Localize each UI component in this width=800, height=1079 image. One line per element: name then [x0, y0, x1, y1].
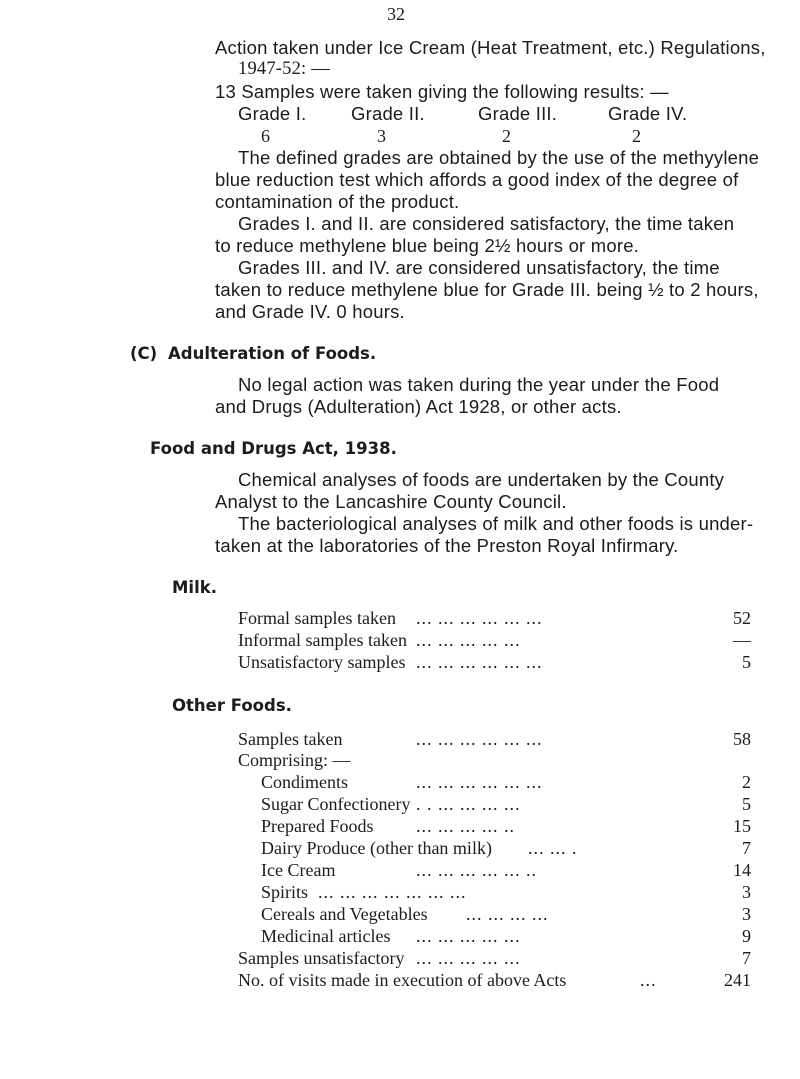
row-value: 7 — [742, 838, 751, 858]
milk-row — [0, 629, 800, 651]
row-label: Spirits — [261, 882, 309, 902]
row-value: 9 — [742, 926, 751, 946]
paragraph-line: No legal action was taken during the year under the Food — [238, 374, 720, 395]
row-leader: ... ... ... ... ... ... — [416, 772, 543, 792]
visits-row — [0, 969, 800, 991]
row-value: 241 — [724, 970, 751, 990]
paragraph-line: taken at the laboratories of the Preston Royal Infirmary. — [215, 535, 679, 556]
grade-label: Grade IV. — [608, 103, 688, 124]
row-leader: ... ... ... ... .. — [416, 816, 515, 836]
row-leader: ... ... ... ... ... — [416, 926, 521, 946]
paragraph-line: taken to reduce methylene blue for Grade III. being ½ to 2 hours, — [215, 279, 759, 300]
row-leader: . . ... ... ... ... — [416, 794, 521, 814]
row-value: 15 — [733, 816, 751, 836]
row-leader: ... ... ... ... ... ... — [416, 652, 543, 672]
row-label: Cereals and Vegetables — [261, 904, 428, 924]
row-value: 7 — [742, 948, 751, 968]
grade-label: Grade II. — [351, 103, 425, 124]
section-c-title: Adulteration of Foods. — [168, 344, 377, 363]
row-label: Medicinal articles — [261, 926, 391, 946]
paragraph-line: Chemical analyses of foods are undertaken by the County — [238, 469, 725, 490]
row-leader: ... ... ... ... ... ... — [416, 608, 543, 628]
food-item-row — [0, 793, 800, 815]
row-leader: ... ... . — [528, 838, 578, 858]
food-item-row — [0, 837, 800, 859]
row-value: — — [733, 630, 751, 650]
other-foods-title: Other Foods. — [172, 696, 292, 715]
row-label: Formal samples taken — [238, 608, 396, 628]
food-item-row — [0, 881, 800, 903]
row-label: Condiments — [261, 772, 349, 792]
row-leader: ... ... ... ... ... ... — [416, 729, 543, 749]
row-value: 5 — [742, 652, 751, 672]
row-label: Samples unsatisfactory — [238, 948, 405, 968]
paragraph-line: to reduce methylene blue being 2½ hours or more. — [215, 235, 640, 256]
page-number: 32 — [387, 4, 405, 24]
grade-label: Grade III. — [478, 103, 558, 124]
grade-label: Grade I. — [238, 103, 307, 124]
samples-unsatisfactory-row — [0, 947, 800, 969]
row-leader: ... ... ... ... — [466, 904, 549, 924]
row-value: 5 — [742, 794, 751, 814]
grade-value: 2 — [632, 126, 641, 146]
row-label: Ice Cream — [261, 860, 336, 880]
ice-cream-heading-line1: Action taken under Ice Cream (Heat Treatment, etc.) Regulations, — [215, 37, 766, 58]
ice-cream-samples-line: 13 Samples were taken giving the following results: — — [215, 81, 669, 102]
row-label: Informal samples taken — [238, 630, 407, 650]
paragraph-line: Grades I. and II. are considered satisfactory, the time taken — [238, 213, 735, 234]
paragraph-line: and Drugs (Adulteration) Act 1928, or other acts. — [215, 396, 622, 417]
milk-row — [0, 651, 800, 673]
row-value: 14 — [733, 860, 751, 880]
food-item-row — [0, 771, 800, 793]
row-label: Dairy Produce (other than milk) — [261, 838, 492, 858]
paragraph-line: and Grade IV. 0 hours. — [215, 301, 405, 322]
food-drugs-title: Food and Drugs Act, 1938. — [150, 439, 397, 458]
food-item-row — [0, 859, 800, 881]
section-c-marker: (C) — [130, 344, 158, 363]
food-item-row — [0, 925, 800, 947]
row-label: Samples taken — [238, 729, 343, 749]
row-label: No. of visits made in execution of above Acts — [238, 970, 567, 990]
row-value: 3 — [742, 904, 751, 924]
row-label: Prepared Foods — [261, 816, 374, 836]
grade-value: 3 — [377, 126, 386, 146]
paragraph-line: The defined grades are obtained by the use of the methyylene — [238, 147, 760, 168]
row-leader: ... ... ... ... ... — [416, 630, 521, 650]
row-leader: ... ... ... ... ... .. — [416, 860, 537, 880]
row-leader: ... ... ... ... ... — [416, 948, 521, 968]
paragraph-line: contamination of the product. — [215, 191, 460, 212]
ice-cream-heading-line2: 1947-52: — — [238, 59, 330, 79]
row-value: 52 — [733, 608, 751, 628]
paragraph-line: blue reduction test which affords a good index of the degree of — [215, 169, 739, 190]
paragraph-line: The bacteriological analyses of milk and other foods is under- — [238, 513, 754, 534]
comprising-label: Comprising: — — [238, 750, 351, 770]
row-value: 3 — [742, 882, 751, 902]
paragraph-line: Grades III. and IV. are considered unsatisfactory, the time — [238, 257, 720, 278]
grade-value: 6 — [261, 126, 270, 146]
row-value: 58 — [733, 729, 751, 749]
milk-title: Milk. — [172, 578, 217, 597]
milk-row — [0, 607, 800, 629]
row-label: Sugar Confectionery — [261, 794, 411, 814]
row-leader: ... — [640, 970, 657, 990]
paragraph-line: Analyst to the Lancashire County Council. — [215, 491, 567, 512]
row-leader: ... ... ... ... ... ... ... — [318, 882, 467, 902]
food-item-row — [0, 903, 800, 925]
row-value: 2 — [742, 772, 751, 792]
row-label: Unsatisfactory samples — [238, 652, 406, 672]
food-item-row — [0, 815, 800, 837]
samples-taken-row — [0, 728, 800, 750]
grade-value: 2 — [502, 126, 511, 146]
